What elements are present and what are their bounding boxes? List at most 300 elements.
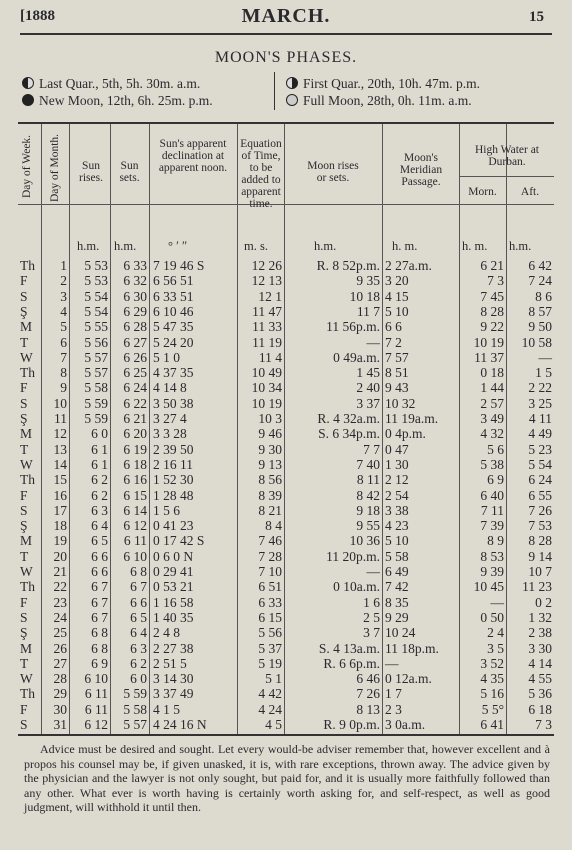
cell-dow: Th — [20, 686, 35, 702]
cell-dow: W — [20, 456, 33, 472]
cell-aft: 7 24 — [528, 273, 552, 289]
cell-dom: 24 — [53, 609, 67, 625]
cell-aft: 5 36 — [528, 686, 552, 702]
header-month: MARCH. — [241, 5, 331, 27]
cell-set: 6 19 — [123, 441, 147, 457]
cell-eq: 6 15 — [258, 609, 282, 625]
cell-mer: 3 38 — [385, 502, 409, 518]
table-row — [18, 350, 554, 366]
cell-decl: 5 24 20 — [153, 334, 194, 350]
day-of-month-header: Day of Month. — [49, 133, 61, 202]
cell-rise: 6 1 — [91, 456, 108, 472]
cell-eq: 10 49 — [251, 365, 282, 381]
cell-mer: 7 42 — [385, 579, 409, 595]
cell-dom: 2 — [60, 273, 67, 289]
cell-decl: 1 52 30 — [153, 472, 194, 488]
cell-eq: 7 28 — [258, 548, 282, 564]
cell-set: 6 15 — [123, 487, 147, 503]
table-row — [18, 656, 554, 672]
cell-dom: 27 — [53, 655, 67, 671]
cell-dom: 17 — [53, 502, 67, 518]
moon-phases-title: MOON'S PHASES. — [214, 49, 358, 66]
cell-decl: 4 37 35 — [153, 365, 194, 381]
cell-moon: R. 9 0p.m. — [323, 717, 380, 732]
cell-dom: 10 — [53, 395, 67, 411]
cell-eq: 6 33 — [258, 594, 282, 610]
cell-dow: W — [20, 349, 33, 365]
cell-decl: 0 17 42 S — [153, 533, 205, 549]
cell-dom: 18 — [53, 518, 67, 534]
cell-dow: Th — [20, 258, 35, 273]
cell-decl: 2 51 5 — [153, 655, 187, 671]
cell-dom: 22 — [53, 579, 67, 595]
cell-decl: 1 5 6 — [153, 502, 180, 518]
unit-sun-sets: h.m. — [114, 239, 137, 253]
cell-decl: 3 3 28 — [153, 426, 187, 442]
last-quarter-icon — [22, 77, 34, 89]
high-water-header: High Water at Durban. — [474, 144, 539, 168]
cell-set: 6 14 — [123, 502, 147, 518]
cell-mer: 8 35 — [385, 594, 409, 610]
cell-eq: 11 47 — [252, 303, 282, 319]
new-moon-icon — [22, 94, 34, 106]
cell-morn: 8 28 — [480, 303, 504, 319]
cell-dom: 3 — [60, 288, 67, 304]
table-row — [18, 472, 554, 488]
cell-dow: F — [20, 487, 28, 503]
table-row — [18, 518, 554, 534]
header-bottom-rule — [18, 204, 554, 205]
cell-dow: Ş — [20, 625, 28, 641]
cell-aft: 6 42 — [528, 258, 552, 273]
cell-decl: 2 16 11 — [153, 456, 193, 472]
cell-rise: 5 53 — [84, 258, 108, 273]
cell-mer: 11 19a.m. — [385, 411, 439, 426]
table-row — [18, 289, 554, 305]
cell-decl: 0 6 0 N — [153, 548, 194, 564]
cell-morn: 6 40 — [480, 487, 504, 503]
cell-dow: S — [20, 288, 28, 304]
unit-meridian: h. m. — [392, 239, 418, 253]
unit-sun-rises: h.m. — [77, 239, 100, 253]
cell-eq: 4 24 — [258, 701, 282, 717]
cell-aft: 9 14 — [528, 548, 552, 564]
cell-set: 6 24 — [123, 380, 147, 396]
cell-morn: 7 3 — [487, 273, 504, 289]
cell-decl: 4 1 5 — [153, 701, 180, 717]
equation-header: Equation of Time, to be added to apparent time. — [240, 138, 282, 210]
cell-dow: T — [20, 441, 29, 457]
table-row — [18, 625, 554, 641]
cell-moon: 6 46 — [356, 671, 380, 687]
unit-aft: h.m. — [509, 239, 532, 253]
cell-dom: 9 — [60, 380, 67, 396]
cell-rise: 6 1 — [91, 441, 108, 457]
cell-moon: R. 4 32a.m. — [317, 411, 380, 426]
unit-morn: h. m. — [462, 239, 488, 253]
declination-header: Sun's apparent declination at apparent noon. — [158, 138, 228, 174]
cell-mer: — — [385, 655, 399, 671]
cell-decl: 2 4 8 — [153, 625, 180, 641]
phase-divider — [274, 72, 275, 110]
cell-aft: 6 55 — [528, 487, 552, 503]
unit-declination: ° ′ ″ — [168, 239, 188, 253]
cell-decl: 4 24 16 N — [153, 717, 207, 732]
cell-eq: 8 56 — [258, 472, 282, 488]
cell-mer: 9 43 — [385, 380, 409, 396]
cell-decl: 0 53 21 — [153, 579, 194, 595]
cell-moon: R. 8 52p.m. — [316, 258, 380, 273]
cell-dom: 23 — [53, 594, 67, 610]
cell-rise: 5 55 — [84, 319, 108, 335]
cell-morn: 8 9 — [487, 533, 504, 549]
cell-rise: 5 57 — [84, 365, 108, 381]
cell-set: 6 3 — [130, 640, 147, 656]
cell-eq: 11 19 — [252, 334, 282, 350]
cell-morn: — — [490, 594, 504, 610]
cell-mer: 2 54 — [385, 487, 409, 503]
cell-moon: 2 40 — [356, 380, 380, 396]
cell-morn: 11 37 — [474, 349, 504, 365]
cell-mer: 1 7 — [385, 686, 402, 702]
cell-aft: 7 3 — [535, 717, 552, 732]
cell-dow: Ş — [20, 518, 28, 534]
cell-eq: 5 37 — [258, 640, 282, 656]
cell-dow: T — [20, 334, 29, 350]
cell-dom: 31 — [53, 717, 67, 732]
first-quarter-icon — [286, 77, 298, 89]
cell-mer: 0 4p.m. — [385, 426, 426, 442]
cell-dom: 26 — [53, 640, 67, 656]
cell-mer: 3 20 — [385, 273, 409, 289]
cell-eq: 8 4 — [265, 518, 282, 534]
cell-rise: 6 0 — [91, 426, 108, 442]
cell-set: 6 4 — [130, 625, 147, 641]
cell-dom: 30 — [53, 701, 67, 717]
cell-rise: 6 2 — [91, 487, 108, 503]
cell-dow: S — [20, 609, 28, 625]
cell-aft: 8 57 — [528, 303, 552, 319]
aft-header: Aft. — [520, 186, 540, 198]
cell-aft: 4 11 — [528, 411, 552, 426]
cell-mer: 6 49 — [385, 564, 409, 579]
morn-header: Morn. — [468, 186, 497, 198]
cell-mer: 5 10 — [385, 303, 409, 319]
cell-dow: S — [20, 395, 28, 411]
cell-rise: 6 8 — [91, 640, 108, 656]
cell-set: 6 5 — [130, 609, 147, 625]
cell-set: 6 11 — [123, 533, 147, 549]
cell-aft: 8 6 — [535, 288, 552, 304]
cell-rise: 6 6 — [91, 564, 108, 579]
cell-moon: 8 13 — [356, 701, 380, 717]
cell-moon: — — [366, 334, 380, 350]
cell-eq: 6 51 — [258, 579, 282, 595]
cell-aft: 5 23 — [528, 441, 552, 457]
cell-set: 6 25 — [123, 365, 147, 381]
cell-aft: 1 32 — [528, 609, 552, 625]
table-row — [18, 488, 554, 504]
cell-aft: 7 26 — [528, 502, 552, 518]
cell-mer: 2 12 — [385, 472, 409, 488]
cell-aft: 4 55 — [528, 671, 552, 687]
cell-eq: 9 30 — [258, 441, 282, 457]
cell-mer: 10 24 — [385, 625, 416, 641]
cell-morn: 3 49 — [480, 411, 504, 426]
header-year: [1888 — [20, 8, 55, 24]
cell-dow: F — [20, 273, 28, 289]
cell-eq: 7 10 — [258, 564, 282, 579]
cell-dom: 12 — [53, 426, 67, 442]
table-row — [18, 579, 554, 595]
table-row — [18, 503, 554, 519]
cell-rise: 6 7 — [91, 579, 108, 595]
cell-dow: M — [20, 640, 33, 656]
cell-mer: 7 57 — [385, 349, 409, 365]
cell-moon: 9 35 — [356, 273, 380, 289]
cell-decl: 2 39 50 — [153, 441, 194, 457]
cell-set: 6 30 — [123, 288, 147, 304]
cell-rise: 5 57 — [84, 349, 108, 365]
cell-aft: 10 7 — [528, 564, 552, 579]
cell-decl: 4 14 8 — [153, 380, 187, 396]
cell-moon: 3 37 — [356, 395, 380, 411]
cell-moon: 10 18 — [349, 288, 380, 304]
header-rule — [20, 33, 552, 35]
cell-rise: 6 11 — [84, 701, 108, 717]
cell-rise: 6 7 — [91, 594, 108, 610]
cell-aft: 2 22 — [528, 380, 552, 396]
cell-rise: 6 8 — [91, 625, 108, 641]
full-moon-icon — [286, 94, 298, 106]
cell-mer: 10 32 — [385, 395, 416, 411]
phase-first-quarter: First Quar., 20th, 10h. 47m. p.m. — [286, 76, 480, 92]
cell-aft: 5 54 — [528, 456, 552, 472]
cell-dow: S — [20, 502, 28, 518]
cell-moon: 0 49a.m. — [333, 349, 380, 365]
cell-dom: 14 — [53, 456, 67, 472]
cell-rise: 6 2 — [91, 472, 108, 488]
cell-eq: 12 1 — [258, 288, 282, 304]
moon-rises-header: Moon rises or sets. — [307, 160, 359, 184]
cell-aft: 4 14 — [528, 655, 552, 671]
cell-set: 6 0 — [130, 671, 147, 687]
cell-aft: 9 50 — [528, 319, 552, 335]
table-row — [18, 365, 554, 381]
cell-moon: 11 7 — [356, 303, 380, 319]
cell-morn: 5 16 — [480, 686, 504, 702]
cell-moon: 7 7 — [363, 441, 380, 457]
cell-morn: 5 6 — [487, 441, 504, 457]
cell-eq: 12 13 — [251, 273, 282, 289]
cell-rise: 6 10 — [84, 671, 108, 687]
cell-decl: 1 16 58 — [153, 594, 194, 610]
cell-mer: 0 47 — [385, 441, 409, 457]
meridian-header: Moon's Meridian Passage. — [399, 152, 443, 188]
cell-aft: 6 18 — [528, 701, 552, 717]
cell-mer: 0 12a.m. — [385, 671, 432, 687]
table-row — [18, 273, 554, 289]
cell-moon: S. 6 34p.m. — [318, 426, 380, 442]
table-row — [18, 564, 554, 580]
cell-set: 6 16 — [123, 472, 147, 488]
cell-dow: T — [20, 655, 29, 671]
cell-eq: 11 33 — [252, 319, 282, 335]
cell-mer: 11 18p.m. — [385, 640, 439, 656]
cell-mer: 2 3 — [385, 701, 402, 717]
cell-dom: 28 — [53, 671, 67, 687]
cell-aft: 4 49 — [528, 426, 552, 442]
cell-dom: 21 — [53, 564, 67, 579]
cell-decl: 3 50 38 — [153, 395, 194, 411]
cell-moon: 7 26 — [356, 686, 380, 702]
cell-moon: 0 10a.m. — [333, 579, 380, 595]
cell-morn: 5 5° — [481, 701, 504, 717]
cell-morn: 7 45 — [480, 288, 504, 304]
cell-aft: 7 53 — [528, 518, 552, 534]
cell-morn: 9 39 — [480, 564, 504, 579]
cell-dom: 8 — [60, 365, 67, 381]
cell-mer: 6 6 — [385, 319, 402, 335]
cell-rise: 5 54 — [84, 303, 108, 319]
cell-set: 6 8 — [130, 564, 147, 579]
cell-morn: 3 5 — [487, 640, 504, 656]
cell-morn: 3 52 — [480, 655, 504, 671]
page-number: 15 — [529, 9, 544, 25]
cell-dom: 19 — [53, 533, 67, 549]
cell-decl: 3 14 30 — [153, 671, 194, 687]
advice-paragraph: Advice must be desired and sought. Let every would-be adviser remember that, however excellent and à propos his counsel may be, if given unasked, it is, with rare exceptions, thrown away. The advice given by the physician and the lawyer is not only sought, but paid for, and it is usually more faithfully followed than any other. What ever is worth having is certainly worth asking for, and self-respect, as well as good judgment, will withhold it until then. — [24, 742, 550, 814]
cell-set: 6 29 — [123, 303, 147, 319]
cell-dow: M — [20, 319, 33, 335]
cell-dow: Ş — [20, 411, 28, 426]
table-row — [18, 717, 554, 733]
cell-dow: M — [20, 426, 33, 442]
cell-mer: 5 10 — [385, 533, 409, 549]
cell-aft: 11 23 — [522, 579, 552, 595]
cell-moon: 10 36 — [349, 533, 380, 549]
cell-moon: 8 11 — [356, 472, 380, 488]
table-row — [18, 671, 554, 687]
cell-dow: F — [20, 380, 28, 396]
cell-decl: 1 28 48 — [153, 487, 194, 503]
cell-set: 6 7 — [130, 579, 147, 595]
cell-decl: 5 47 35 — [153, 319, 194, 335]
cell-moon: 9 55 — [356, 518, 380, 534]
table-row — [18, 319, 554, 335]
cell-decl: 3 37 49 — [153, 686, 194, 702]
cell-eq: 4 5 — [265, 717, 282, 732]
almanac-table — [18, 122, 554, 736]
table-row — [18, 595, 554, 611]
cell-dom: 25 — [53, 625, 67, 641]
cell-dow: Ş — [20, 303, 28, 319]
table-row — [18, 533, 554, 549]
table-row — [18, 396, 554, 412]
cell-dom: 20 — [53, 548, 67, 564]
cell-morn: 10 19 — [473, 334, 504, 350]
cell-set: 6 20 — [123, 426, 147, 442]
cell-set: 6 26 — [123, 349, 147, 365]
table-row — [18, 641, 554, 657]
cell-dom: 15 — [53, 472, 67, 488]
cell-dow: F — [20, 701, 28, 717]
cell-mer: 5 58 — [385, 548, 409, 564]
phase-full-moon: Full Moon, 28th, 0h. 11m. a.m. — [286, 93, 472, 109]
cell-rise: 5 58 — [84, 380, 108, 396]
cell-aft: — — [538, 349, 552, 365]
cell-decl: 6 10 46 — [153, 303, 194, 319]
cell-dow: S — [20, 717, 28, 732]
cell-morn: 9 22 — [480, 319, 504, 335]
cell-morn: 4 32 — [480, 426, 504, 442]
cell-rise: 6 3 — [91, 502, 108, 518]
cell-dom: 6 — [60, 334, 67, 350]
cell-eq: 10 19 — [251, 395, 282, 411]
cell-morn: 6 9 — [487, 472, 504, 488]
cell-moon: 8 42 — [356, 487, 380, 503]
unit-equation: m. s. — [244, 239, 268, 253]
cell-set: 6 27 — [123, 334, 147, 350]
cell-mer: 1 30 — [385, 456, 409, 472]
table-row — [18, 335, 554, 351]
cell-set: 5 57 — [123, 717, 147, 732]
cell-morn: 0 18 — [480, 365, 504, 381]
cell-eq: 8 39 — [258, 487, 282, 503]
cell-morn: 6 21 — [480, 258, 504, 273]
cell-mer: 8 51 — [385, 365, 409, 381]
unit-moon: h.m. — [314, 239, 337, 253]
cell-dow: Th — [20, 579, 35, 595]
cell-set: 6 21 — [123, 411, 147, 426]
cell-aft: 2 38 — [528, 625, 552, 641]
cell-morn: 7 11 — [480, 502, 504, 518]
cell-dow: W — [20, 671, 33, 687]
cell-aft: 10 58 — [521, 334, 552, 350]
cell-mer: 3 0a.m. — [385, 717, 426, 732]
cell-aft: 0 2 — [535, 594, 552, 610]
cell-moon: 9 18 — [356, 502, 380, 518]
cell-rise: 5 56 — [84, 334, 108, 350]
cell-aft: 8 28 — [528, 533, 552, 549]
cell-moon: 1 6 — [363, 594, 380, 610]
cell-set: 6 22 — [123, 395, 147, 411]
cell-decl: 0 41 23 — [153, 518, 194, 534]
table-row — [18, 411, 554, 427]
cell-morn: 5 38 — [480, 456, 504, 472]
cell-dom: 1 — [60, 258, 67, 273]
cell-morn: 10 45 — [473, 579, 504, 595]
cell-rise: 6 6 — [91, 548, 108, 564]
cell-moon: R. 6 6p.m. — [323, 655, 380, 671]
cell-dom: 5 — [60, 319, 67, 335]
cell-morn: 7 39 — [480, 518, 504, 534]
table-row — [18, 426, 554, 442]
cell-aft: 3 30 — [528, 640, 552, 656]
table-row — [18, 686, 554, 702]
high-water-rule — [459, 176, 554, 177]
cell-moon: — — [366, 564, 380, 579]
cell-aft: 6 24 — [528, 472, 552, 488]
cell-eq: 5 56 — [258, 625, 282, 641]
cell-moon: 11 56p.m. — [326, 319, 380, 335]
cell-rise: 6 11 — [84, 686, 108, 702]
cell-eq: 8 21 — [258, 502, 282, 518]
cell-morn: 8 53 — [480, 548, 504, 564]
cell-dow: W — [20, 564, 33, 579]
cell-dow: Th — [20, 472, 35, 488]
cell-decl: 6 56 51 — [153, 273, 194, 289]
